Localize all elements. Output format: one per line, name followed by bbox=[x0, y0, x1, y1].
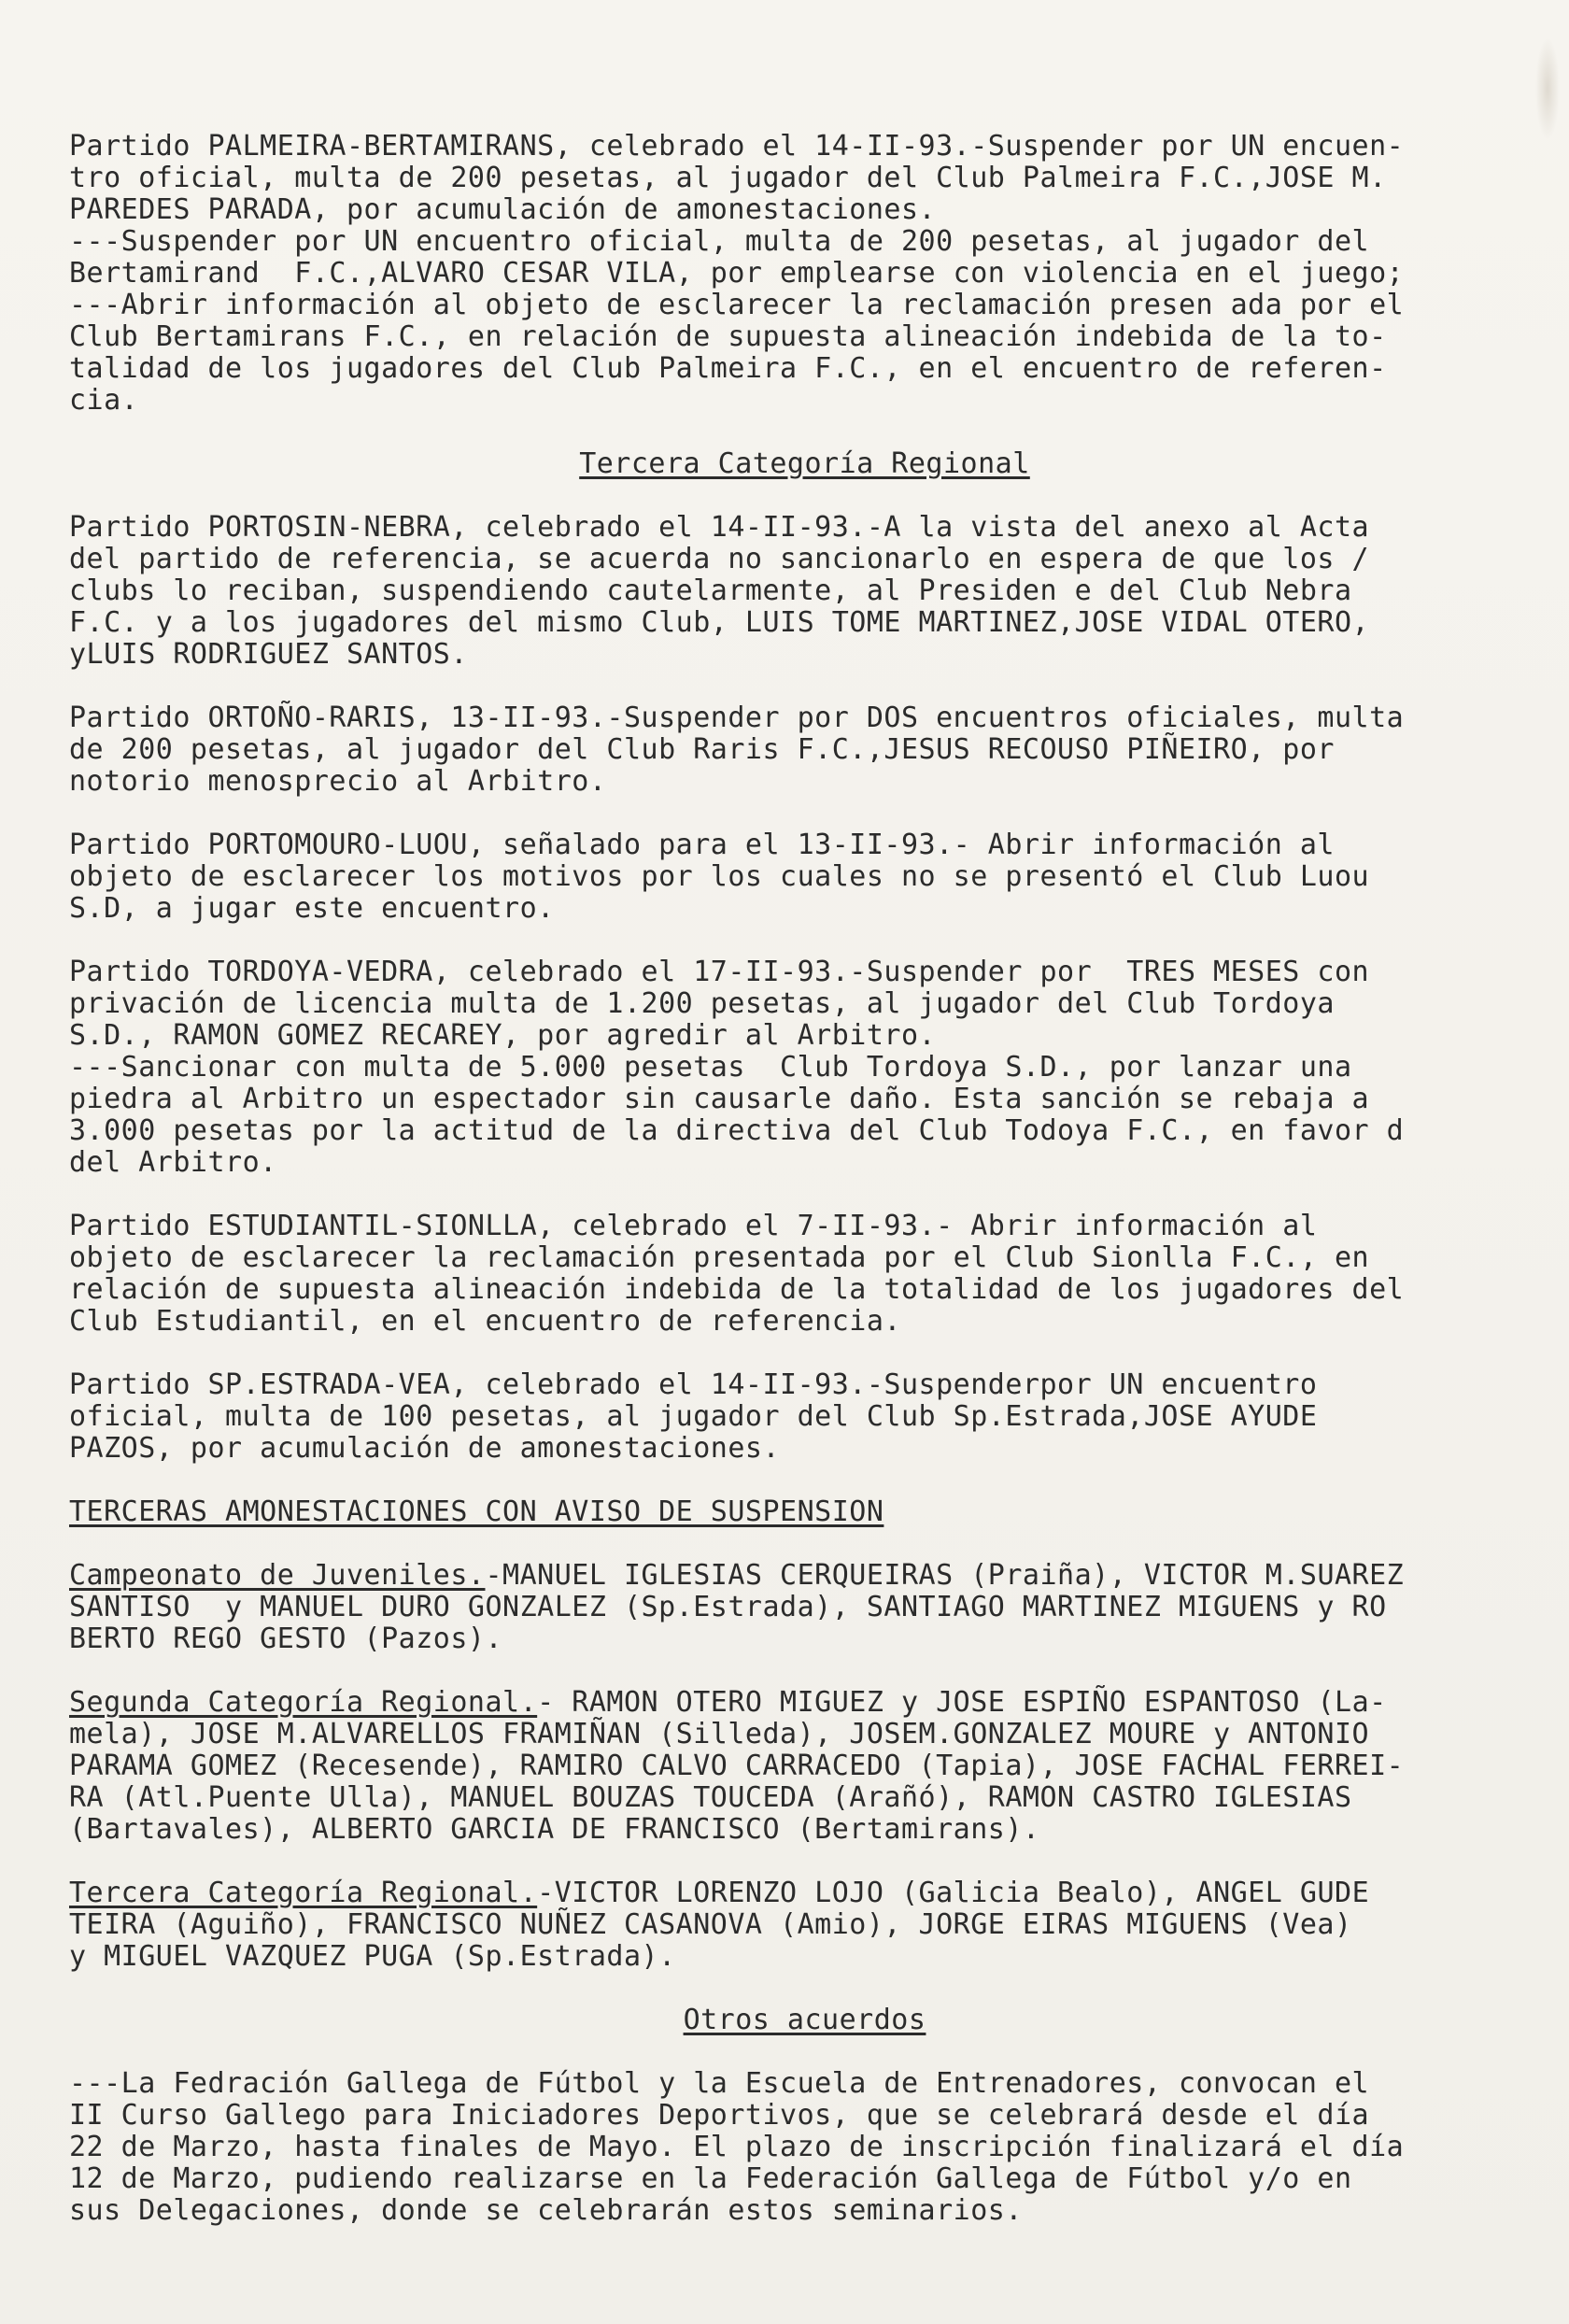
section-tordoya bbox=[69, 957, 1540, 1179]
underlined-category-label: Segunda Categoría Regional. bbox=[69, 1686, 538, 1719]
text-line: ---Sancionar con multa de 5.000 pesetas Club Tordoya S.D., por lanzar una bbox=[69, 1051, 1352, 1084]
section-heading-text: Otros acuerdos bbox=[683, 2004, 926, 2036]
text-line: ---Abrir información al objeto de esclarecer la reclamación presen ada por el bbox=[69, 289, 1405, 321]
section-segunda bbox=[69, 1687, 1540, 1846]
text-line: Club Bertamirans F.C., en relación de supuesta alineación indebida de la to- bbox=[69, 320, 1387, 353]
section-juveniles bbox=[69, 1560, 1540, 1655]
document-body bbox=[69, 131, 1540, 2227]
text-line: de 200 pesetas, al jugador del Club Raris F.C.,JESUS RECOUSO PIÑEIRO, por bbox=[69, 733, 1335, 766]
section-portosin bbox=[69, 512, 1540, 671]
section-terceras-heading bbox=[69, 1496, 1540, 1528]
text-line: Partido ESTUDIANTIL-SIONLLA, celebrado el 7-II-93.- Abrir información al bbox=[69, 1210, 1318, 1242]
paragraph-gap bbox=[69, 1528, 1540, 1560]
text-line: PAREDES PARADA, por acumulación de amonestaciones. bbox=[69, 193, 937, 226]
text-line: F.C. y a los jugadores del mismo Club, LUIS TOME MARTINEZ,JOSE VIDAL OTERO, bbox=[69, 606, 1370, 639]
text-line: Partido PALMEIRA-BERTAMIRANS, celebrado el 14-II-93.-Suspender por UN encuen- bbox=[69, 130, 1405, 163]
text-line: 12 de Marzo, pudiendo realizarse en la Federación Gallega de Fútbol y/o en bbox=[69, 2162, 1352, 2195]
section-heading bbox=[69, 448, 1540, 480]
text-line: S.D, a jugar este encuentro. bbox=[69, 892, 555, 925]
text-line: Partido PORTOSIN-NEBRA, celebrado el 14-II-93.-A la vista del anexo al Acta bbox=[69, 511, 1370, 544]
text-line: PARAMA GOMEZ (Recesende), RAMIRO CALVO CARRACEDO (Tapia), JOSE FACHAL FERREI- bbox=[69, 1750, 1405, 1782]
text-line bbox=[69, 1560, 1540, 1592]
text-line: Partido PORTOMOURO-LUOU, señalado para el 13-II-93.- Abrir información al bbox=[69, 829, 1335, 861]
text-line: Club Estudiantil, en el encuentro de referencia. bbox=[69, 1305, 901, 1338]
text-line: 3.000 pesetas por la actitud de la directiva del Club Todoya F.C., en favor d bbox=[69, 1114, 1405, 1147]
text-line: talidad de los jugadores del Club Palmeira F.C., en el encuentro de referen- bbox=[69, 352, 1387, 385]
section-heading bbox=[69, 2005, 1540, 2036]
text-line bbox=[69, 1687, 1540, 1719]
section-estrada bbox=[69, 1369, 1540, 1465]
text-line: y MIGUEL VAZQUEZ PUGA (Sp.Estrada). bbox=[69, 1940, 676, 1973]
section-estudiantil bbox=[69, 1211, 1540, 1338]
text-line: RA (Atl.Puente Ulla), MANUEL BOUZAS TOUCEDA (Arañó), RAMON CASTRO IGLESIAS bbox=[69, 1781, 1352, 1814]
text-line: (Bartavales), ALBERTO GARCIA DE FRANCISCO (Bertamirans). bbox=[69, 1813, 1040, 1846]
paragraph-gap bbox=[69, 1655, 1540, 1687]
text-line: tro oficial, multa de 200 pesetas, al jugador del Club Palmeira F.C.,JOSE M. bbox=[69, 162, 1387, 194]
paragraph-gap bbox=[69, 1338, 1540, 1369]
text-line: S.D., RAMON GOMEZ RECAREY, por agredir al Arbitro. bbox=[69, 1019, 937, 1052]
text-line: Partido TORDOYA-VEDRA, celebrado el 17-II-93.-Suspender por TRES MESES con bbox=[69, 956, 1370, 988]
paper-stain bbox=[1535, 37, 1560, 140]
paragraph-gap bbox=[69, 417, 1540, 448]
section-ortono bbox=[69, 702, 1540, 798]
section-tercera-amon bbox=[69, 1878, 1540, 1973]
text-line: piedra al Arbitro un espectador sin causarle daño. Esta sanción se rebaja a bbox=[69, 1083, 1370, 1115]
text-line: Partido ORTOÑO-RARIS, 13-II-93.-Suspender por DOS encuentros oficiales, multa bbox=[69, 701, 1405, 734]
text-line: sus Delegaciones, donde se celebrarán estos seminarios. bbox=[69, 2194, 1023, 2227]
text-line: TEIRA (Aguiño), FRANCISCO NUÑEZ CASANOVA (Amio), JORGE EIRAS MIGUENS (Vea) bbox=[69, 1908, 1352, 1941]
text-line: notorio menosprecio al Arbitro. bbox=[69, 765, 607, 798]
text-line: cia. bbox=[69, 384, 139, 417]
text-line-rest: -VICTOR LORENZO LOJO (Galicia Bealo), ANGEL GUDE bbox=[537, 1877, 1370, 1909]
paragraph-gap bbox=[69, 925, 1540, 957]
underlined-category-label: Campeonato de Juveniles. bbox=[69, 1559, 486, 1592]
section-otros bbox=[69, 2068, 1540, 2227]
text-line: clubs lo reciban, suspendiendo cautelarmente, al Presiden e del Club Nebra bbox=[69, 574, 1352, 607]
paragraph-gap bbox=[69, 2036, 1540, 2068]
paragraph-gap bbox=[69, 1179, 1540, 1211]
section-tercera-heading bbox=[69, 448, 1540, 480]
text-line: SANTISO y MANUEL DURO GONZALEZ (Sp.Estrada), SANTIAGO MARTINEZ MIGUENS y RO bbox=[69, 1591, 1387, 1623]
text-line-rest: - RAMON OTERO MIGUEZ y JOSE ESPIÑO ESPANTOSO (La- bbox=[537, 1686, 1387, 1719]
section-palmeira bbox=[69, 131, 1540, 417]
text-line: II Curso Gallego para Iniciadores Deportivos, que se celebrará desde el día bbox=[69, 2099, 1370, 2132]
text-line: Partido SP.ESTRADA-VEA, celebrado el 14-II-93.-Suspenderpor UN encuentro bbox=[69, 1368, 1318, 1401]
section-otros-heading bbox=[69, 2005, 1540, 2036]
paragraph-gap bbox=[69, 1973, 1540, 2005]
text-line-rest: -MANUEL IGLESIAS CERQUEIRAS (Praiña), VICTOR M.SUAREZ bbox=[485, 1559, 1405, 1592]
text-line: del Arbitro. bbox=[69, 1146, 277, 1179]
underlined-category-label: Tercera Categoría Regional. bbox=[69, 1877, 538, 1909]
paragraph-gap bbox=[69, 1465, 1540, 1496]
text-line: ---Suspender por UN encuentro oficial, multa de 200 pesetas, al jugador del bbox=[69, 225, 1370, 258]
text-line: oficial, multa de 100 pesetas, al jugador del Club Sp.Estrada,JOSE AYUDE bbox=[69, 1400, 1318, 1433]
text-line: privación de licencia multa de 1.200 pesetas, al jugador del Club Tordoya bbox=[69, 987, 1335, 1020]
text-line: del partido de referencia, se acuerda no sancionarlo en espera de que los / bbox=[69, 543, 1370, 575]
paragraph-gap bbox=[69, 1846, 1540, 1878]
text-line: yLUIS RODRIGUEZ SANTOS. bbox=[69, 638, 468, 671]
paragraph-gap bbox=[69, 798, 1540, 829]
text-line: PAZOS, por acumulación de amonestaciones. bbox=[69, 1432, 781, 1465]
section-portomouro bbox=[69, 829, 1540, 925]
paragraph-gap bbox=[69, 480, 1540, 512]
text-line: BERTO REGO GESTO (Pazos). bbox=[69, 1623, 503, 1655]
text-line: 22 de Marzo, hasta finales de Mayo. El plazo de inscripción finalizará el día bbox=[69, 2131, 1405, 2163]
text-line: mela), JOSE M.ALVARELLOS FRAMIÑAN (Silleda), JOSEM.GONZALEZ MOURE y ANTONIO bbox=[69, 1718, 1370, 1750]
text-line: objeto de esclarecer la reclamación presentada por el Club Sionlla F.C., en bbox=[69, 1241, 1370, 1274]
text-line: objeto de esclarecer los motivos por los cuales no se presentó el Club Luou bbox=[69, 860, 1370, 893]
text-line: Bertamirand F.C.,ALVARO CESAR VILA, por emplearse con violencia en el juego; bbox=[69, 257, 1405, 290]
text-line: relación de supuesta alineación indebida de la totalidad de los jugadores del bbox=[69, 1273, 1405, 1306]
paragraph-gap bbox=[69, 671, 1540, 702]
text-line bbox=[69, 1878, 1540, 1909]
text-line: ---La Fedración Gallega de Fútbol y la Escuela de Entrenadores, convocan el bbox=[69, 2067, 1370, 2100]
section-heading-text: Tercera Categoría Regional bbox=[579, 447, 1030, 480]
section-heading: TERCERAS AMONESTACIONES CON AVISO DE SUSPENSION bbox=[69, 1495, 884, 1528]
